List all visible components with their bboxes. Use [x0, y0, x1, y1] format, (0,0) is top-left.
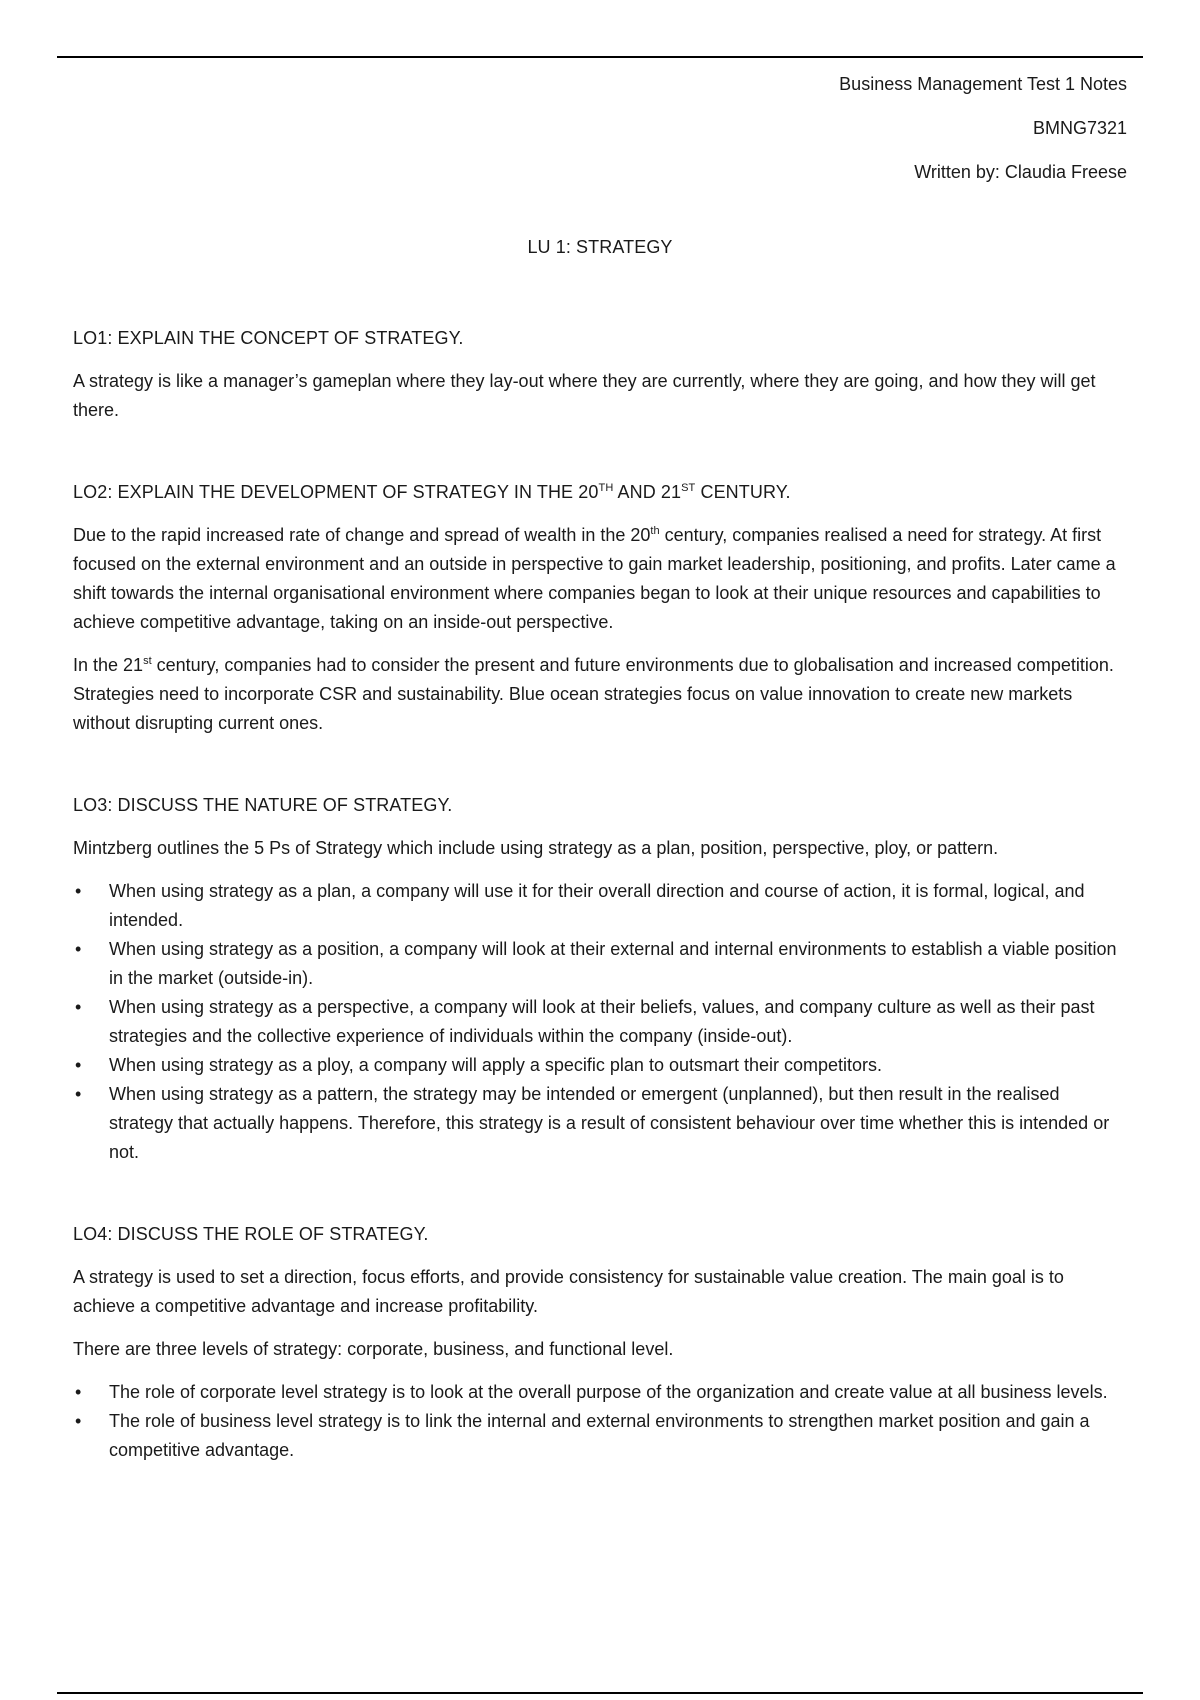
course-title: Business Management Test 1 Notes — [839, 74, 1127, 94]
document-header — [73, 70, 1127, 187]
lo2-paragraph-2 — [73, 651, 1127, 738]
list-item — [73, 1378, 1127, 1407]
bottom-rule — [57, 1692, 1143, 1694]
lo3-heading: LO3: DISCUSS THE NATURE OF STRATEGY. — [73, 795, 453, 815]
lo4-bullet-list — [73, 1378, 1127, 1465]
top-rule — [57, 56, 1143, 58]
list-item — [73, 993, 1127, 1051]
lo2-heading-sup-th: TH — [598, 482, 614, 494]
list-item-text: The role of corporate level strategy is to look at the overall purpose of the organization and create value at all business levels. — [109, 1382, 1108, 1402]
lo1-paragraph: A strategy is like a manager’s gameplan where they lay-out where they are currently, where they are going, and how they will get there. — [73, 371, 1096, 420]
course-code: BMNG7321 — [1032, 118, 1127, 138]
lo2-p1-part-b: century, companies realised a need for strategy. At first focused on the external environment and an outside in perspective to gain market leadership, positioning, and profits. Later came a shift towards the internal organisational environment where companies began to look at their unique resources and capabilities to achieve competitive advantage, taking on an inside-out perspective. — [73, 525, 1116, 632]
lo2-p2-sup: st — [143, 655, 152, 667]
lo4-heading: LO4: DISCUSS THE ROLE OF STRATEGY. — [73, 1224, 429, 1244]
bullet-icon: • — [75, 1411, 82, 1431]
list-item-text: The role of business level strategy is to link the internal and external environments to strengthen market position and gain a competitive advantage. — [109, 1411, 1090, 1460]
list-item — [73, 1051, 1127, 1080]
lo2-heading-part-c: CENTURY. — [695, 482, 791, 502]
bullet-icon: • — [75, 939, 82, 959]
list-item-text: When using strategy as a ploy, a company will apply a specific plan to outsmart their competitors. — [109, 1055, 883, 1075]
lo2-heading-part-b: AND 21 — [613, 482, 682, 502]
list-item-text: When using strategy as a plan, a company will use it for their overall direction and course of action, it is formal, logical, and intended. — [109, 881, 1085, 930]
list-item — [73, 877, 1127, 935]
list-item — [73, 1080, 1127, 1167]
lo3-bullet-list — [73, 877, 1127, 1167]
list-item-text: When using strategy as a position, a company will look at their external and internal environments to establish a viable position in the market (outside-in). — [109, 939, 1117, 988]
author-line: Written by: Claudia Freese — [914, 162, 1127, 182]
lo2-heading — [73, 478, 1127, 507]
bullet-icon: • — [75, 1084, 82, 1104]
list-item — [73, 935, 1127, 993]
lo1-heading: LO1: EXPLAIN THE CONCEPT OF STRATEGY. — [73, 328, 464, 348]
list-item — [73, 1407, 1127, 1465]
lo2-heading-sup-st: ST — [681, 482, 696, 494]
lo2-p2-part-a: In the 21 — [73, 655, 144, 675]
lo4-paragraph-2: There are three levels of strategy: corporate, business, and functional level. — [73, 1339, 674, 1359]
lo2-heading-part-a: LO2: EXPLAIN THE DEVELOPMENT OF STRATEGY IN THE 20 — [73, 482, 599, 502]
lo2-p1-part-a: Due to the rapid increased rate of change and spread of wealth in the 20 — [73, 525, 651, 545]
bullet-icon: • — [75, 1055, 82, 1075]
bullet-icon: • — [75, 997, 82, 1017]
bullet-icon: • — [75, 881, 82, 901]
lo2-p2-part-b: century, companies had to consider the present and future environments due to globalisation and increased competition. Strategies need to incorporate CSR and sustainability. Blue ocean strategies focus on value innovation to create new markets without disrupting current ones. — [73, 655, 1114, 733]
lo2-p1-sup: th — [650, 525, 660, 537]
list-item-text: When using strategy as a perspective, a company will look at their beliefs, values, and company culture as well as their past strategies and the collective experience of individuals within the company (inside-out). — [109, 997, 1095, 1046]
bullet-icon: • — [75, 1382, 82, 1402]
lo4-paragraph-1: A strategy is used to set a direction, focus efforts, and provide consistency for sustainable value creation. The main goal is to achieve a competitive advantage and increase profitability. — [73, 1267, 1064, 1316]
lo3-intro: Mintzberg outlines the 5 Ps of Strategy which include using strategy as a plan, position, perspective, ploy, or pattern. — [73, 838, 999, 858]
page-title: LU 1: STRATEGY — [527, 237, 673, 257]
lo2-paragraph-1 — [73, 521, 1127, 637]
list-item-text: When using strategy as a pattern, the strategy may be intended or emergent (unplanned), but then result in the realised strategy that actually happens. Therefore, this strategy is a result of consistent behaviour over time whether this is intended or not. — [109, 1084, 1110, 1162]
document-page — [73, 70, 1127, 1479]
